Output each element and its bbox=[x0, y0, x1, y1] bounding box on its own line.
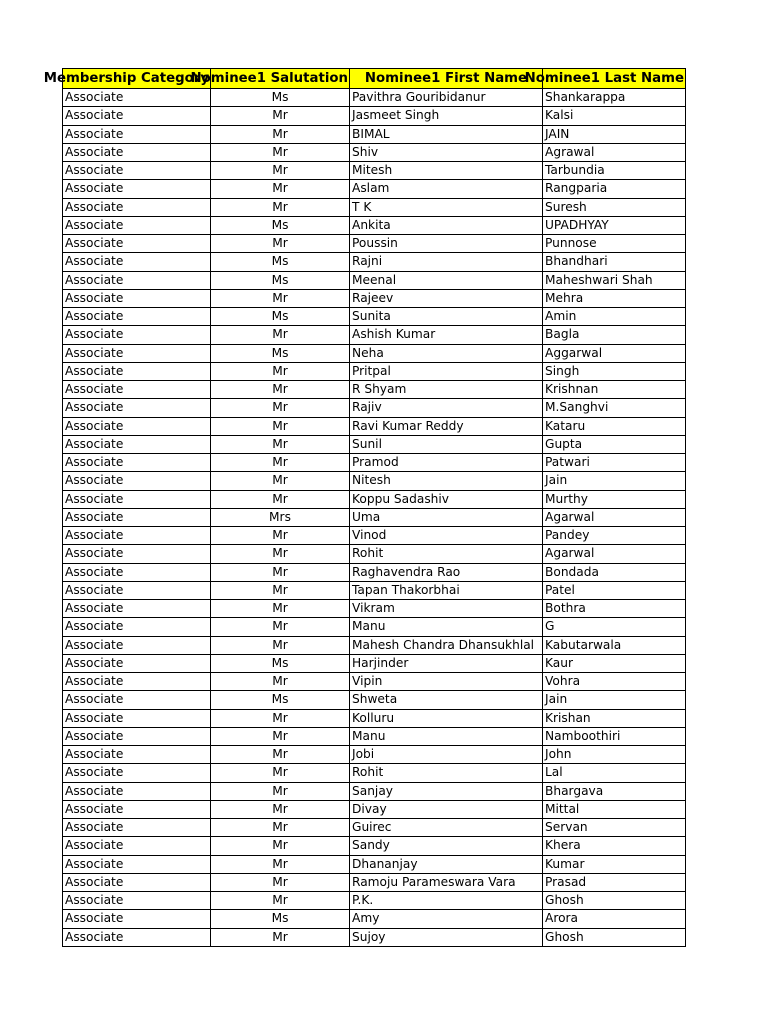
table-row bbox=[63, 855, 686, 873]
salutation-cell[interactable]: Mr bbox=[211, 855, 350, 873]
last-name-cell[interactable]: Jain bbox=[543, 691, 686, 709]
last-name-cell[interactable]: Suresh bbox=[543, 198, 686, 216]
salutation-cell[interactable]: Ms bbox=[211, 253, 350, 271]
membership-category-cell[interactable]: Associate bbox=[63, 454, 211, 472]
membership-category-cell[interactable]: Associate bbox=[63, 837, 211, 855]
membership-category-cell[interactable]: Associate bbox=[63, 326, 211, 344]
first-name-cell[interactable]: Shweta bbox=[350, 691, 543, 709]
salutation-cell[interactable]: Ms bbox=[211, 89, 350, 107]
salutation-cell[interactable]: Ms bbox=[211, 308, 350, 326]
first-name-cell[interactable]: Ashish Kumar bbox=[350, 326, 543, 344]
membership-category-cell[interactable]: Associate bbox=[63, 709, 211, 727]
last-name-cell[interactable]: Bhandhari bbox=[543, 253, 686, 271]
table-row bbox=[63, 673, 686, 691]
salutation-cell[interactable]: Mr bbox=[211, 527, 350, 545]
table-row bbox=[63, 235, 686, 253]
table-row bbox=[63, 746, 686, 764]
table-row bbox=[63, 435, 686, 453]
first-name-cell[interactable]: Kolluru bbox=[350, 709, 543, 727]
first-name-cell[interactable]: Manu bbox=[350, 618, 543, 636]
last-name-cell[interactable]: Prasad bbox=[543, 873, 686, 891]
membership-category-cell[interactable]: Associate bbox=[63, 289, 211, 307]
last-name-cell[interactable]: Kaur bbox=[543, 654, 686, 672]
first-name-cell[interactable]: Manu bbox=[350, 727, 543, 745]
membership-category-cell[interactable]: Associate bbox=[63, 654, 211, 672]
first-name-cell[interactable]: Jobi bbox=[350, 746, 543, 764]
salutation-cell[interactable]: Mr bbox=[211, 928, 350, 946]
first-name-cell[interactable]: T K bbox=[350, 198, 543, 216]
first-name-cell[interactable]: Sunil bbox=[350, 435, 543, 453]
first-name-cell[interactable]: Vipin bbox=[350, 673, 543, 691]
first-name-cell[interactable]: P.K. bbox=[350, 892, 543, 910]
table-row bbox=[63, 143, 686, 161]
spreadsheet-table bbox=[43, 68, 686, 947]
table-row bbox=[63, 271, 686, 289]
membership-category-cell[interactable]: Associate bbox=[63, 527, 211, 545]
salutation-cell[interactable]: Mr bbox=[211, 125, 350, 143]
table-row bbox=[63, 764, 686, 782]
salutation-cell[interactable]: Mr bbox=[211, 618, 350, 636]
membership-category-cell[interactable]: Associate bbox=[63, 216, 211, 234]
salutation-cell[interactable]: Mr bbox=[211, 326, 350, 344]
last-name-cell[interactable]: Servan bbox=[543, 819, 686, 837]
last-name-cell[interactable]: M.Sanghvi bbox=[543, 399, 686, 417]
last-name-cell[interactable]: UPADHYAY bbox=[543, 216, 686, 234]
table-row bbox=[63, 563, 686, 581]
last-name-cell[interactable]: Kalsi bbox=[543, 107, 686, 125]
table-row bbox=[63, 162, 686, 180]
first-name-cell[interactable]: Mitesh bbox=[350, 162, 543, 180]
table-row bbox=[63, 928, 686, 946]
header-membership-category[interactable]: Membership Category bbox=[63, 69, 211, 89]
salutation-cell[interactable]: Ms bbox=[211, 271, 350, 289]
first-name-cell[interactable]: Jasmeet Singh bbox=[350, 107, 543, 125]
table-row bbox=[63, 782, 686, 800]
membership-category-cell[interactable]: Associate bbox=[63, 435, 211, 453]
first-name-cell[interactable]: BIMAL bbox=[350, 125, 543, 143]
last-name-cell[interactable]: G bbox=[543, 618, 686, 636]
salutation-cell[interactable]: Mr bbox=[211, 673, 350, 691]
salutation-cell[interactable]: Mr bbox=[211, 107, 350, 125]
salutation-cell[interactable]: Mr bbox=[211, 143, 350, 161]
membership-category-cell[interactable]: Associate bbox=[63, 910, 211, 928]
salutation-cell[interactable]: Mr bbox=[211, 819, 350, 837]
membership-category-cell[interactable]: Associate bbox=[63, 198, 211, 216]
salutation-cell[interactable]: Ms bbox=[211, 691, 350, 709]
last-name-cell[interactable]: Jain bbox=[543, 472, 686, 490]
table-row bbox=[63, 289, 686, 307]
last-name-cell[interactable]: Pandey bbox=[543, 527, 686, 545]
salutation-cell[interactable]: Mr bbox=[211, 545, 350, 563]
membership-category-cell[interactable]: Associate bbox=[63, 819, 211, 837]
membership-category-cell[interactable]: Associate bbox=[63, 107, 211, 125]
last-name-cell[interactable]: Bhargava bbox=[543, 782, 686, 800]
table-row bbox=[63, 180, 686, 198]
salutation-cell[interactable]: Mr bbox=[211, 399, 350, 417]
salutation-cell[interactable]: Mr bbox=[211, 490, 350, 508]
header-nominee1-last-name[interactable]: Nominee1 Last Name bbox=[543, 69, 686, 89]
membership-category-cell[interactable]: Associate bbox=[63, 563, 211, 581]
salutation-cell[interactable]: Mr bbox=[211, 600, 350, 618]
table-row bbox=[63, 819, 686, 837]
salutation-cell[interactable]: Mr bbox=[211, 454, 350, 472]
table-row bbox=[63, 344, 686, 362]
table-row bbox=[63, 654, 686, 672]
first-name-cell[interactable]: Amy bbox=[350, 910, 543, 928]
membership-category-cell[interactable]: Associate bbox=[63, 472, 211, 490]
salutation-cell[interactable]: Ms bbox=[211, 344, 350, 362]
salutation-cell[interactable]: Mr bbox=[211, 289, 350, 307]
salutation-cell[interactable]: Mr bbox=[211, 198, 350, 216]
table-row bbox=[63, 727, 686, 745]
first-name-cell[interactable]: Pramod bbox=[350, 454, 543, 472]
last-name-cell[interactable]: Arora bbox=[543, 910, 686, 928]
table-row bbox=[63, 691, 686, 709]
header-nominee1-salutation[interactable]: Nominee1 Salutation bbox=[211, 69, 350, 89]
last-name-cell[interactable]: Tarbundia bbox=[543, 162, 686, 180]
last-name-cell[interactable]: Murthy bbox=[543, 490, 686, 508]
membership-category-cell[interactable]: Associate bbox=[63, 727, 211, 745]
first-name-cell[interactable]: Raghavendra Rao bbox=[350, 563, 543, 581]
table-row bbox=[63, 198, 686, 216]
header-nominee1-first-name[interactable]: Nominee1 First Name bbox=[350, 69, 543, 89]
last-name-cell[interactable]: Lal bbox=[543, 764, 686, 782]
membership-category-cell[interactable]: Associate bbox=[63, 362, 211, 380]
membership-category-cell[interactable]: Associate bbox=[63, 928, 211, 946]
membership-category-cell[interactable]: Associate bbox=[63, 125, 211, 143]
membership-category-cell[interactable]: Associate bbox=[63, 618, 211, 636]
table-row bbox=[63, 107, 686, 125]
table-row bbox=[63, 326, 686, 344]
last-name-cell[interactable]: Gupta bbox=[543, 435, 686, 453]
membership-category-cell[interactable]: Associate bbox=[63, 508, 211, 526]
last-name-cell[interactable]: Shankarappa bbox=[543, 89, 686, 107]
last-name-cell[interactable]: Aggarwal bbox=[543, 344, 686, 362]
table-body bbox=[63, 89, 686, 947]
salutation-cell[interactable]: Mr bbox=[211, 362, 350, 380]
table-row bbox=[63, 490, 686, 508]
table-row bbox=[63, 362, 686, 380]
salutation-cell[interactable]: Mr bbox=[211, 709, 350, 727]
salutation-cell[interactable]: Mr bbox=[211, 381, 350, 399]
last-name-cell[interactable]: Agrawal bbox=[543, 143, 686, 161]
salutation-cell[interactable]: Mr bbox=[211, 581, 350, 599]
membership-category-cell[interactable]: Associate bbox=[63, 490, 211, 508]
first-name-cell[interactable]: Pritpal bbox=[350, 362, 543, 380]
first-name-cell[interactable]: Dhananjay bbox=[350, 855, 543, 873]
first-name-cell[interactable]: Meenal bbox=[350, 271, 543, 289]
first-name-cell[interactable]: Divay bbox=[350, 800, 543, 818]
first-name-cell[interactable]: Aslam bbox=[350, 180, 543, 198]
last-name-cell[interactable]: Punnose bbox=[543, 235, 686, 253]
table-row bbox=[63, 581, 686, 599]
last-name-cell[interactable]: Patel bbox=[543, 581, 686, 599]
first-name-cell[interactable]: Harjinder bbox=[350, 654, 543, 672]
table-row bbox=[63, 216, 686, 234]
last-name-cell[interactable]: Mittal bbox=[543, 800, 686, 818]
salutation-cell[interactable]: Mr bbox=[211, 180, 350, 198]
last-name-cell[interactable]: Singh bbox=[543, 362, 686, 380]
first-name-cell[interactable]: Rajeev bbox=[350, 289, 543, 307]
last-name-cell[interactable]: Krishnan bbox=[543, 381, 686, 399]
membership-category-cell[interactable]: Associate bbox=[63, 271, 211, 289]
last-name-cell[interactable]: Namboothiri bbox=[543, 727, 686, 745]
last-name-cell[interactable]: Agarwal bbox=[543, 508, 686, 526]
last-name-cell[interactable]: Vohra bbox=[543, 673, 686, 691]
membership-category-cell[interactable]: Associate bbox=[63, 746, 211, 764]
membership-category-cell[interactable]: Associate bbox=[63, 855, 211, 873]
table-row bbox=[63, 308, 686, 326]
first-name-cell[interactable]: Ravi Kumar Reddy bbox=[350, 417, 543, 435]
first-name-cell[interactable]: Koppu Sadashiv bbox=[350, 490, 543, 508]
membership-category-cell[interactable]: Associate bbox=[63, 892, 211, 910]
membership-category-cell[interactable]: Associate bbox=[63, 180, 211, 198]
table-row bbox=[63, 89, 686, 107]
membership-category-cell[interactable]: Associate bbox=[63, 545, 211, 563]
last-name-cell[interactable]: John bbox=[543, 746, 686, 764]
table-row bbox=[63, 837, 686, 855]
first-name-cell[interactable]: Pavithra Gouribidanur bbox=[350, 89, 543, 107]
last-name-cell[interactable]: JAIN bbox=[543, 125, 686, 143]
last-name-cell[interactable]: Ghosh bbox=[543, 928, 686, 946]
membership-category-cell[interactable]: Associate bbox=[63, 89, 211, 107]
membership-category-cell[interactable]: Associate bbox=[63, 600, 211, 618]
header-row bbox=[63, 69, 686, 89]
table-row bbox=[63, 399, 686, 417]
first-name-cell[interactable]: Sunita bbox=[350, 308, 543, 326]
first-name-cell[interactable]: Vinod bbox=[350, 527, 543, 545]
membership-category-cell[interactable]: Associate bbox=[63, 800, 211, 818]
first-name-cell[interactable]: R Shyam bbox=[350, 381, 543, 399]
first-name-cell[interactable]: Tapan Thakorbhai bbox=[350, 581, 543, 599]
first-name-cell[interactable]: Poussin bbox=[350, 235, 543, 253]
table-row bbox=[63, 618, 686, 636]
membership-category-cell[interactable]: Associate bbox=[63, 417, 211, 435]
table-row bbox=[63, 545, 686, 563]
table-row bbox=[63, 800, 686, 818]
salutation-cell[interactable]: Mr bbox=[211, 235, 350, 253]
last-name-cell[interactable]: Bothra bbox=[543, 600, 686, 618]
membership-category-cell[interactable]: Associate bbox=[63, 691, 211, 709]
membership-category-cell[interactable]: Associate bbox=[63, 399, 211, 417]
salutation-cell[interactable]: Ms bbox=[211, 910, 350, 928]
last-name-cell[interactable]: Ghosh bbox=[543, 892, 686, 910]
first-name-cell[interactable]: Rohit bbox=[350, 545, 543, 563]
salutation-cell[interactable]: Mr bbox=[211, 162, 350, 180]
table-row bbox=[63, 910, 686, 928]
membership-category-cell[interactable]: Associate bbox=[63, 381, 211, 399]
last-name-cell[interactable]: Kumar bbox=[543, 855, 686, 873]
table-row bbox=[63, 527, 686, 545]
membership-category-cell[interactable]: Associate bbox=[63, 344, 211, 362]
last-name-cell[interactable]: Bagla bbox=[543, 326, 686, 344]
first-name-cell[interactable]: Neha bbox=[350, 344, 543, 362]
salutation-cell[interactable]: Mr bbox=[211, 892, 350, 910]
first-name-cell[interactable]: Rajni bbox=[350, 253, 543, 271]
membership-category-cell[interactable]: Associate bbox=[63, 782, 211, 800]
table-row bbox=[63, 125, 686, 143]
last-name-cell[interactable]: Kabutarwala bbox=[543, 636, 686, 654]
salutation-cell[interactable]: Ms bbox=[211, 654, 350, 672]
salutation-cell[interactable]: Mr bbox=[211, 435, 350, 453]
first-name-cell[interactable]: Rohit bbox=[350, 764, 543, 782]
first-name-cell[interactable]: Sujoy bbox=[350, 928, 543, 946]
last-name-cell[interactable]: Mehra bbox=[543, 289, 686, 307]
last-name-cell[interactable]: Agarwal bbox=[543, 545, 686, 563]
salutation-cell[interactable]: Ms bbox=[211, 216, 350, 234]
salutation-cell[interactable]: Mr bbox=[211, 417, 350, 435]
table-row bbox=[63, 454, 686, 472]
salutation-cell[interactable]: Mr bbox=[211, 837, 350, 855]
salutation-cell[interactable]: Mr bbox=[211, 800, 350, 818]
first-name-cell[interactable]: Ramoju Parameswara Vara bbox=[350, 873, 543, 891]
first-name-cell[interactable]: Sanjay bbox=[350, 782, 543, 800]
table-row bbox=[63, 417, 686, 435]
first-name-cell[interactable]: Uma bbox=[350, 508, 543, 526]
membership-category-cell[interactable]: Associate bbox=[63, 764, 211, 782]
first-name-cell[interactable]: Nitesh bbox=[350, 472, 543, 490]
last-name-cell[interactable]: Rangparia bbox=[543, 180, 686, 198]
membership-category-cell[interactable]: Associate bbox=[63, 873, 211, 891]
membership-category-cell[interactable]: Associate bbox=[63, 143, 211, 161]
salutation-cell[interactable]: Mr bbox=[211, 727, 350, 745]
first-name-cell[interactable]: Mahesh Chandra Dhansukhlal bbox=[350, 636, 543, 654]
salutation-cell[interactable]: Mr bbox=[211, 764, 350, 782]
last-name-cell[interactable]: Kataru bbox=[543, 417, 686, 435]
table-row bbox=[63, 600, 686, 618]
table-row bbox=[63, 636, 686, 654]
first-name-cell[interactable]: Rajiv bbox=[350, 399, 543, 417]
table-row bbox=[63, 508, 686, 526]
table-row bbox=[63, 472, 686, 490]
first-name-cell[interactable]: Guirec bbox=[350, 819, 543, 837]
first-name-cell[interactable]: Ankita bbox=[350, 216, 543, 234]
membership-category-cell[interactable]: Associate bbox=[63, 235, 211, 253]
salutation-cell[interactable]: Mr bbox=[211, 636, 350, 654]
table-row bbox=[63, 873, 686, 891]
salutation-cell[interactable]: Mr bbox=[211, 782, 350, 800]
salutation-cell[interactable]: Mr bbox=[211, 563, 350, 581]
table-row bbox=[63, 709, 686, 727]
last-name-cell[interactable]: Amin bbox=[543, 308, 686, 326]
last-name-cell[interactable]: Bondada bbox=[543, 563, 686, 581]
last-name-cell[interactable]: Krishan bbox=[543, 709, 686, 727]
first-name-cell[interactable]: Vikram bbox=[350, 600, 543, 618]
membership-category-cell[interactable]: Associate bbox=[63, 673, 211, 691]
salutation-cell[interactable]: Mrs bbox=[211, 508, 350, 526]
salutation-cell[interactable]: Mr bbox=[211, 472, 350, 490]
first-name-cell[interactable]: Shiv bbox=[350, 143, 543, 161]
table-row bbox=[63, 892, 686, 910]
membership-category-cell[interactable]: Associate bbox=[63, 253, 211, 271]
membership-category-cell[interactable]: Associate bbox=[63, 162, 211, 180]
table-row bbox=[63, 253, 686, 271]
last-name-cell[interactable]: Patwari bbox=[543, 454, 686, 472]
membership-category-cell[interactable]: Associate bbox=[63, 308, 211, 326]
last-name-cell[interactable]: Maheshwari Shah bbox=[543, 271, 686, 289]
last-name-cell[interactable]: Khera bbox=[543, 837, 686, 855]
table-row bbox=[63, 381, 686, 399]
first-name-cell[interactable]: Sandy bbox=[350, 837, 543, 855]
salutation-cell[interactable]: Mr bbox=[211, 873, 350, 891]
salutation-cell[interactable]: Mr bbox=[211, 746, 350, 764]
membership-category-cell[interactable]: Associate bbox=[63, 636, 211, 654]
membership-category-cell[interactable]: Associate bbox=[63, 581, 211, 599]
